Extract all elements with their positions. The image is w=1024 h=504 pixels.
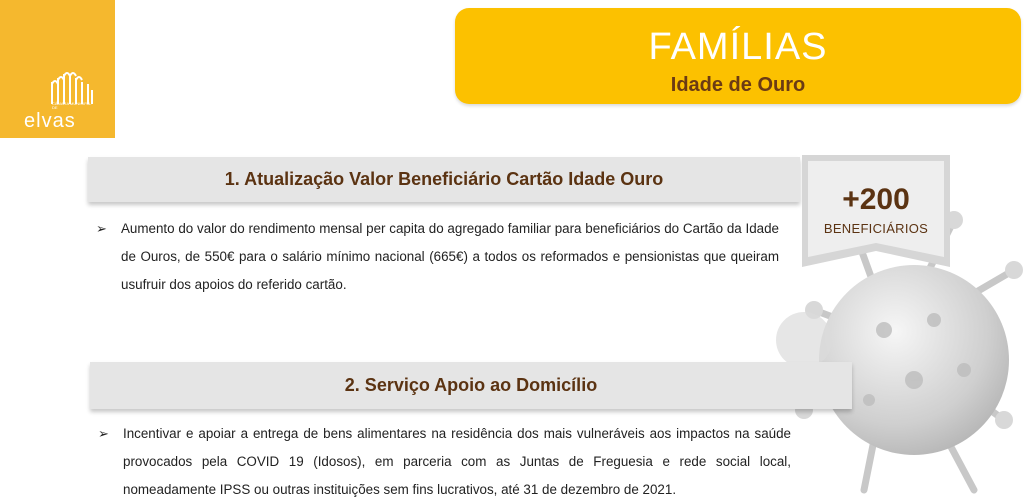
- page-title: FAMÍLIAS: [648, 26, 828, 68]
- badge-number: +200: [842, 183, 910, 216]
- logo-text: elvas: [24, 110, 76, 132]
- section-1-title: 1. Atualização Valor Beneficiário Cartão Idade Ouro: [88, 157, 800, 202]
- page-subtitle: Idade de Ouro: [670, 74, 806, 96]
- section-2-title: 2. Serviço Apoio ao Domicílio: [90, 362, 852, 409]
- header-banner: [455, 8, 1021, 104]
- beneficiaries-badge: [800, 155, 952, 271]
- badge-label: BENEFICIÁRIOS: [823, 221, 929, 236]
- section-1-text: Aumento do valor do rendimento mensal per capita do agregado familiar para beneficiários do Cartão da Idade de Ouros, de 550€ para o salário mínimo nacional (665€) a todos os reformados e pensionistas que queiram usufruir dos apoios do referido cartão.: [121, 221, 779, 292]
- elvas-logo: [0, 0, 115, 138]
- logo-small-text: CÂMARA MUNICIPAL DE: [52, 101, 92, 110]
- section-2-text: Incentivar e apoiar a entrega de bens alimentares na residência dos mais vulneráveis aos impactos na saúde provocados pela COVID 19 (Idosos), em parceria com as Juntas de Freguesia e rede social local, nomeadamente IPSS ou outras instituições sem fins lucrativos, até 31 de dezembro de 2021.: [123, 426, 791, 497]
- bullet-arrow-icon: ➢: [96, 221, 107, 236]
- bullet-arrow-icon: ➢: [98, 426, 109, 441]
